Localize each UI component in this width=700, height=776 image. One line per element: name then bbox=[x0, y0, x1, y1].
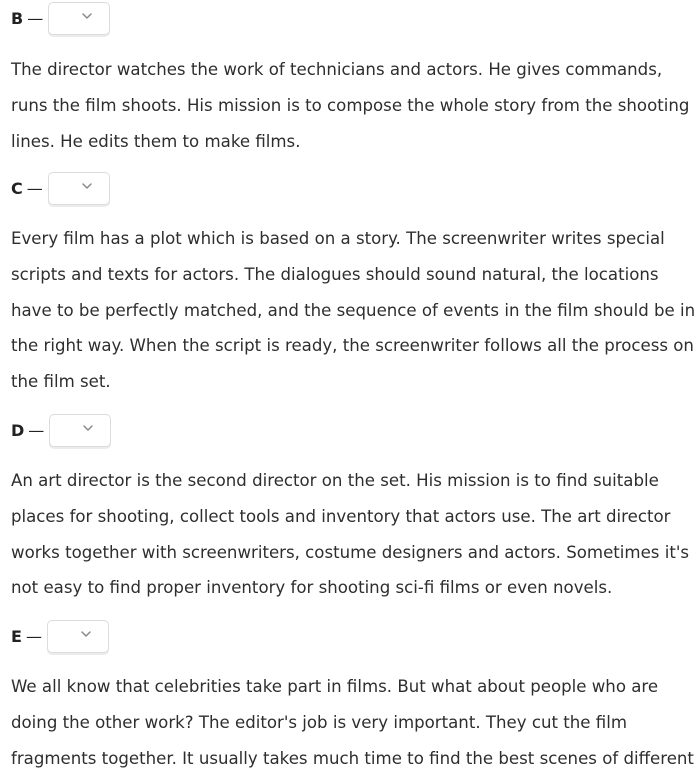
section-letter: B bbox=[11, 8, 24, 28]
section-dash: — bbox=[27, 8, 44, 28]
text-line: fragments together. It usually takes much time to find the best scenes of different bbox=[11, 748, 694, 768]
answer-select-b[interactable] bbox=[48, 2, 110, 35]
text-line: the right way. When the script is ready, the screenwriter follows all the process on bbox=[11, 336, 694, 356]
chevron-down-icon bbox=[82, 422, 94, 434]
text-line: We all know that celebrities take part in films. But what about people who are bbox=[11, 677, 659, 696]
section-b-text bbox=[11, 52, 695, 159]
text-line: runs the film shoots. His mission is to compose the whole story from the shooting bbox=[11, 95, 690, 115]
answer-select-c[interactable] bbox=[48, 172, 110, 205]
section-e-text bbox=[11, 669, 695, 776]
answer-select-e[interactable] bbox=[47, 620, 109, 653]
text-line: lines. He edits them to make films. bbox=[11, 131, 301, 151]
section-letter: E bbox=[11, 626, 22, 646]
section-dash: — bbox=[28, 420, 45, 440]
section-e-header bbox=[11, 619, 109, 653]
section-d-header bbox=[11, 413, 111, 447]
section-c-header bbox=[11, 171, 110, 205]
text-line: doing the other work? The editor's job is very important. They cut the film bbox=[11, 712, 627, 732]
section-d-text bbox=[11, 463, 695, 606]
text-line: not easy to find proper inventory for shooting sci-fi films or even novels. bbox=[11, 578, 613, 598]
section-c-text bbox=[11, 221, 695, 400]
text-line: have to be perfectly matched, and the sequence of events in the film should be in bbox=[11, 300, 696, 320]
chevron-down-icon bbox=[80, 628, 92, 640]
text-line: The director watches the work of technicians and actors. He gives commands, bbox=[11, 60, 663, 79]
chevron-down-icon bbox=[81, 180, 93, 192]
section-letter: D bbox=[11, 420, 25, 440]
answer-select-d[interactable] bbox=[49, 414, 111, 447]
text-line: places for shooting, collect tools and inventory that actors use. The art director bbox=[11, 506, 671, 526]
section-dash: — bbox=[26, 178, 43, 198]
chevron-down-icon bbox=[81, 10, 93, 22]
section-b-header bbox=[11, 1, 110, 35]
text-line: works together with screenwriters, costume designers and actors. Sometimes it's bbox=[11, 542, 690, 562]
text-line: An art director is the second director on the set. His mission is to find suitable bbox=[11, 471, 659, 490]
section-letter: C bbox=[11, 178, 23, 198]
section-dash: — bbox=[25, 626, 42, 646]
text-line: the film set. bbox=[11, 372, 111, 392]
text-line: Every film has a plot which is based on a story. The screenwriter writes special bbox=[11, 229, 665, 248]
text-line: scripts and texts for actors. The dialogues should sound natural, the locations bbox=[11, 264, 659, 284]
